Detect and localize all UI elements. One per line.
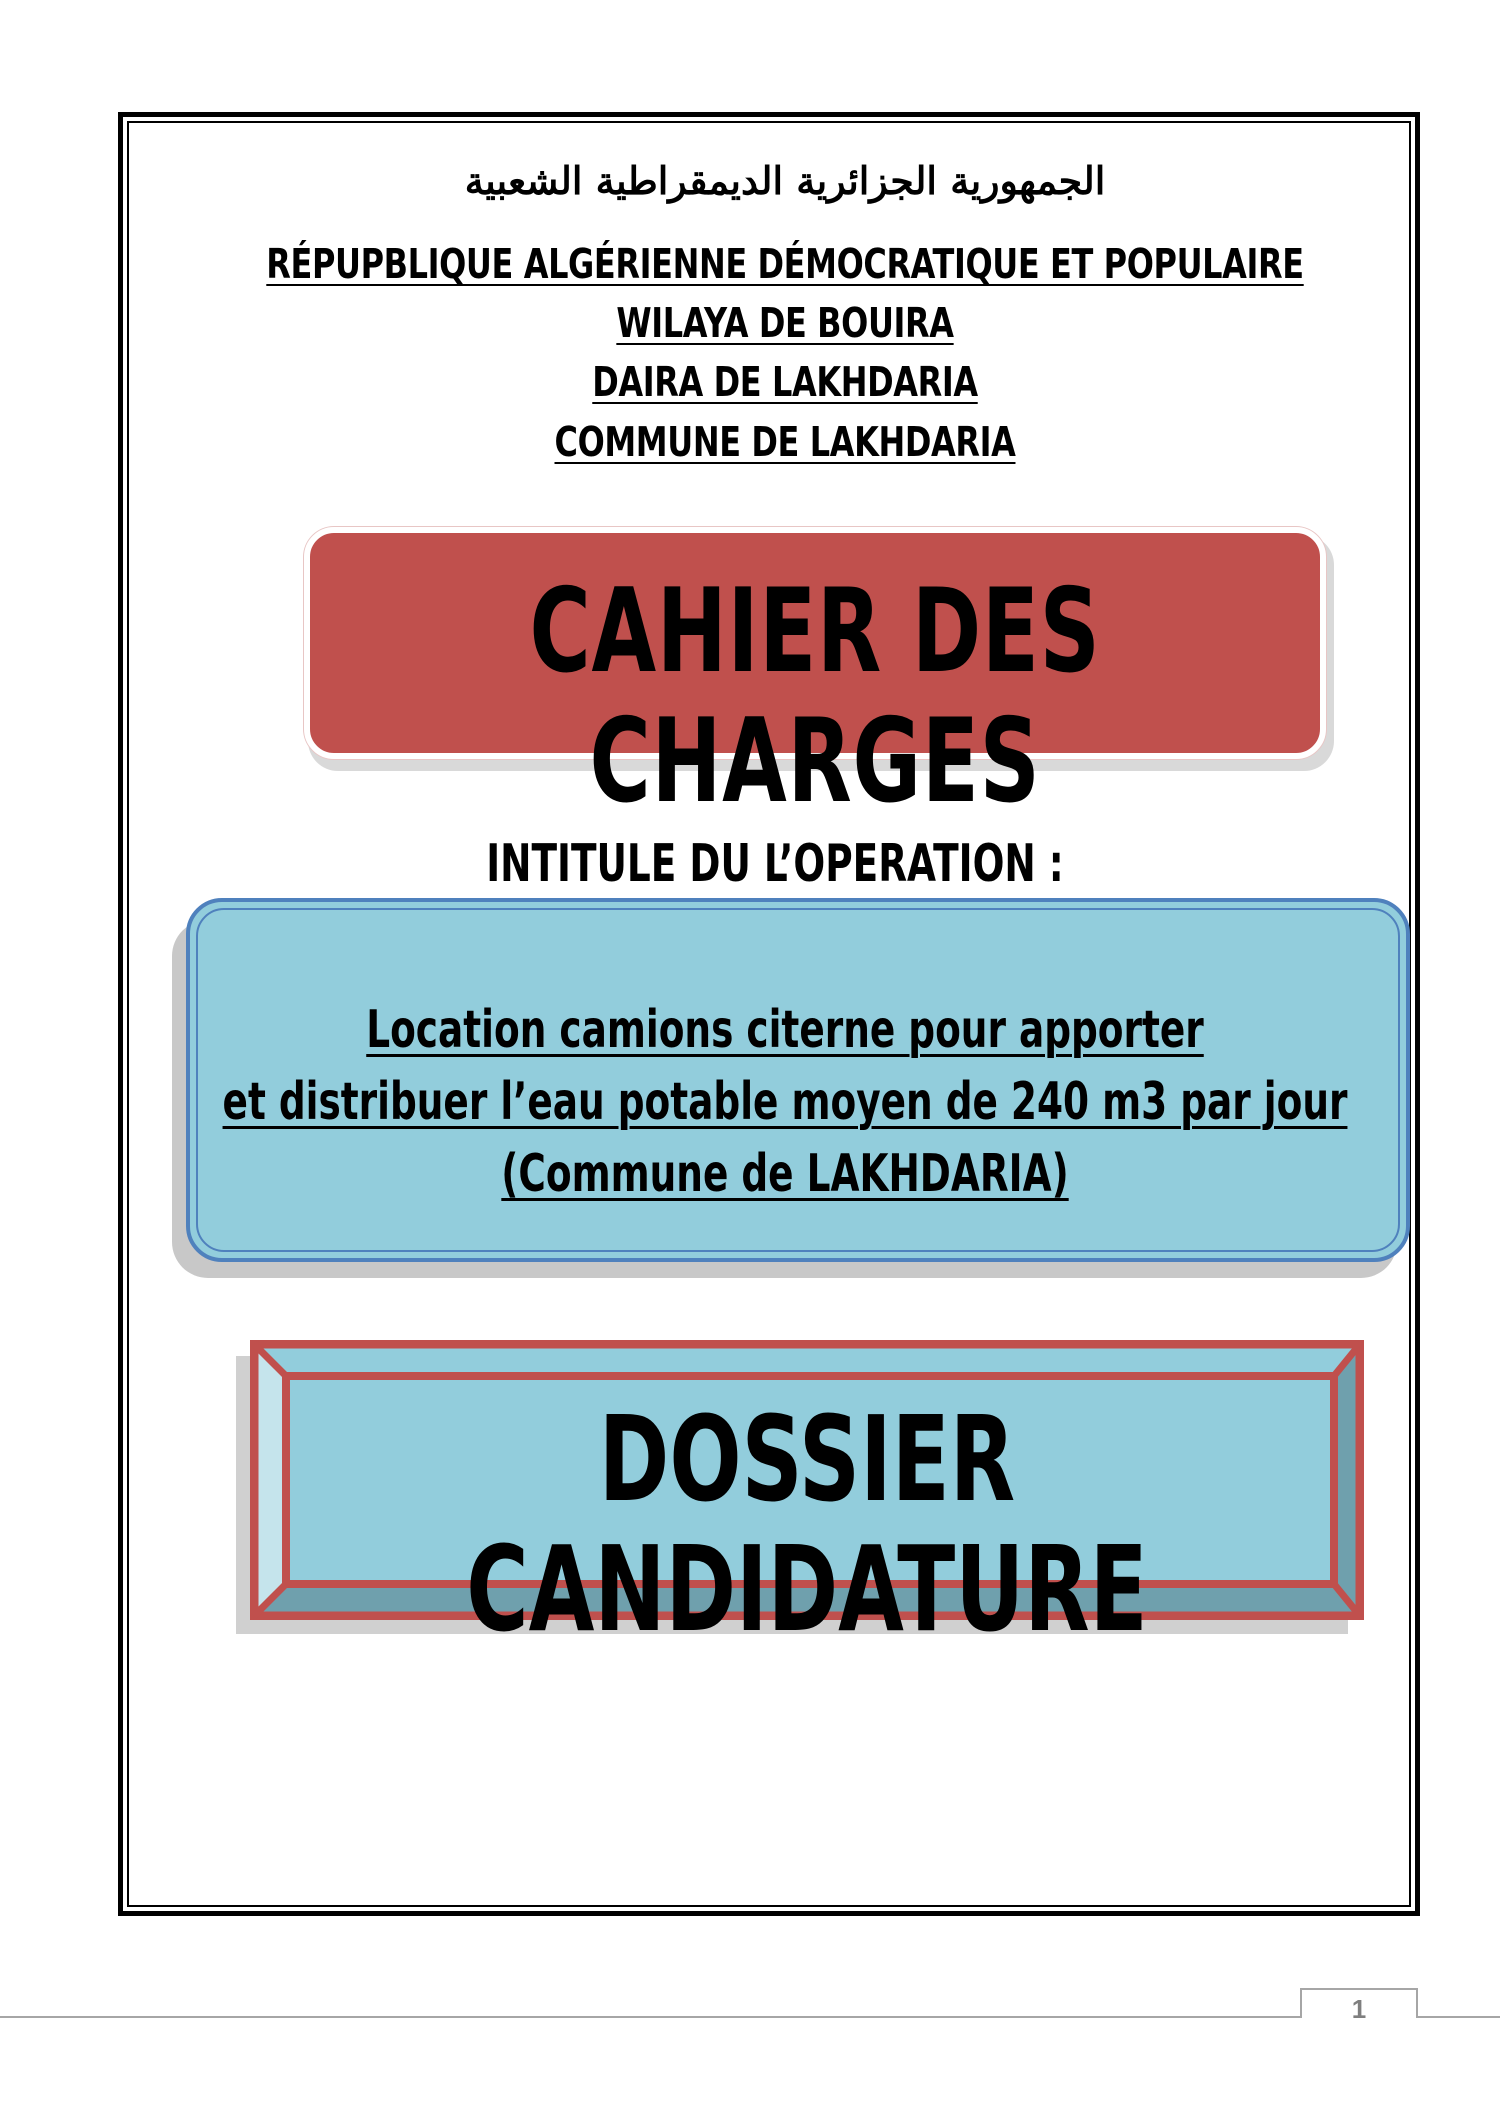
- cahier-title: CAHIER DES CHARGES: [529, 564, 1101, 829]
- arabic-republic-title: الجمهورية الجزائرية الديمقراطية الشعبية: [464, 158, 1106, 203]
- operation-line-1: Location camions citerne pour apporter: [366, 1000, 1204, 1060]
- page-number: 1: [1351, 1994, 1367, 2024]
- wilaya-title: WILAYA DE BOUIRA: [616, 299, 954, 347]
- operation-line-2: et distribuer l’eau potable moyen de 240 m3 par jour: [222, 1072, 1348, 1132]
- footer-rule-right: [1418, 2016, 1500, 2018]
- commune-title: COMMUNE DE LAKHDARIA: [554, 418, 1016, 466]
- operation-label: INTITULE DU L’OPERATION :: [486, 834, 1064, 894]
- footer-rule-left: [0, 2016, 1300, 2018]
- daira-title: DAIRA DE LAKHDARIA: [592, 358, 978, 406]
- republic-title: RÉPUPBLIQUE ALGÉRIENNE DÉMOCRATIQUE ET POPULAIRE: [266, 240, 1304, 288]
- dossier-title: DOSSIER CANDIDATURE: [466, 1390, 1148, 1658]
- operation-line-3: (Commune de LAKHDARIA): [501, 1144, 1069, 1204]
